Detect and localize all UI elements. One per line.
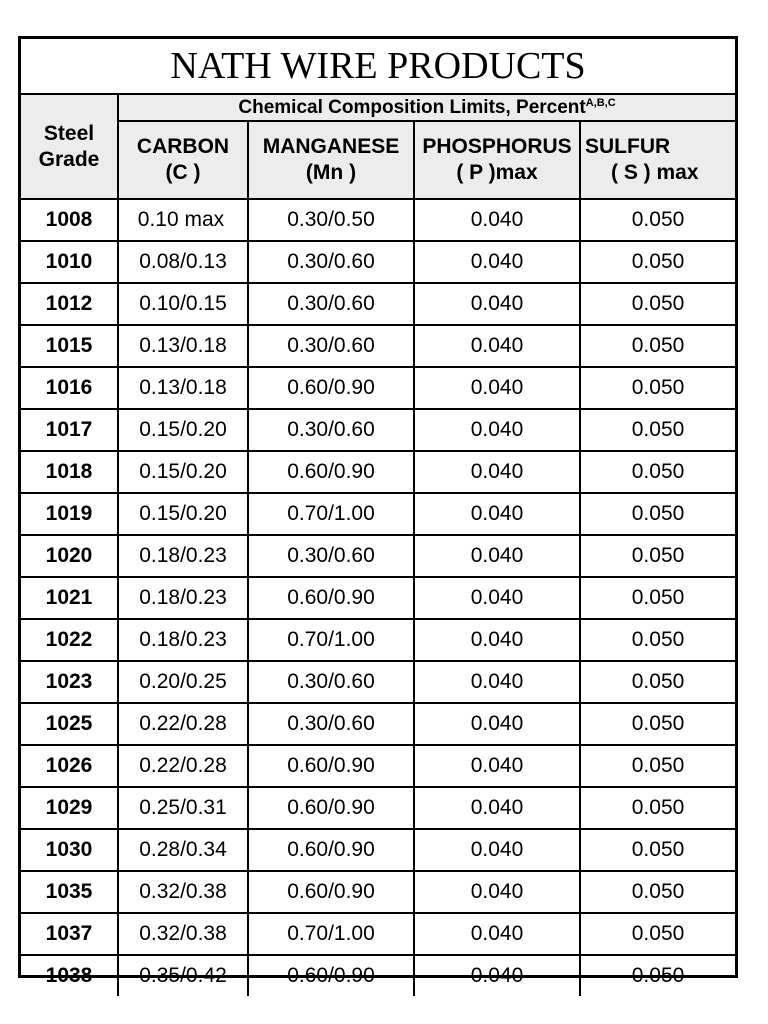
grade-cell: 1022	[21, 619, 118, 661]
carbon-cell: 0.10/0.15	[118, 283, 248, 325]
phosphorus-cell: 0.040	[414, 283, 580, 325]
phosphorus-cell: 0.040	[414, 199, 580, 241]
manganese-cell: 0.60/0.90	[248, 577, 414, 619]
table-row	[21, 703, 735, 745]
sulfur-cell: 0.050	[580, 577, 735, 619]
manganese-cell: 0.60/0.90	[248, 829, 414, 871]
sulfur-cell: 0.050	[580, 787, 735, 829]
composition-subheading	[118, 94, 735, 121]
table-row	[21, 283, 735, 325]
manganese-cell: 0.30/0.60	[248, 409, 414, 451]
table-row	[21, 745, 735, 787]
table-row	[21, 367, 735, 409]
grade-cell: 1021	[21, 577, 118, 619]
grade-cell: 1019	[21, 493, 118, 535]
phosphorus-cell: 0.040	[414, 703, 580, 745]
carbon-cell: 0.18/0.23	[118, 619, 248, 661]
manganese-cell: 0.70/1.00	[248, 619, 414, 661]
manganese-cell: 0.30/0.60	[248, 325, 414, 367]
grade-cell: 1025	[21, 703, 118, 745]
carbon-cell: 0.18/0.23	[118, 535, 248, 577]
manganese-cell: 0.70/1.00	[248, 493, 414, 535]
manganese-cell: 0.30/0.60	[248, 283, 414, 325]
table-row	[21, 913, 735, 955]
table-row	[21, 241, 735, 283]
phosphorus-cell: 0.040	[414, 367, 580, 409]
phosphorus-cell: 0.040	[414, 745, 580, 787]
table-row	[21, 409, 735, 451]
sulfur-cell: 0.050	[580, 619, 735, 661]
grade-cell: 1026	[21, 745, 118, 787]
sulfur-cell: 0.050	[580, 745, 735, 787]
manganese-cell: 0.60/0.90	[248, 955, 414, 996]
phosphorus-cell: 0.040	[414, 409, 580, 451]
table-row	[21, 199, 735, 241]
phosphorus-cell: 0.040	[414, 913, 580, 955]
table-row	[21, 493, 735, 535]
carbon-cell: 0.22/0.28	[118, 703, 248, 745]
grade-cell: 1017	[21, 409, 118, 451]
grade-cell: 1029	[21, 787, 118, 829]
carbon-cell: 0.08/0.13	[118, 241, 248, 283]
header-manganese-line1: MANGANESE	[262, 135, 400, 158]
phosphorus-cell: 0.040	[414, 535, 580, 577]
carbon-cell: 0.25/0.31	[118, 787, 248, 829]
table-row	[21, 577, 735, 619]
sulfur-cell: 0.050	[580, 325, 735, 367]
grade-cell: 1016	[21, 367, 118, 409]
grade-cell: 1015	[21, 325, 118, 367]
manganese-cell: 0.60/0.90	[248, 871, 414, 913]
carbon-cell: 0.18/0.23	[118, 577, 248, 619]
table-row	[21, 451, 735, 493]
header-sulfur-line2: ( S ) max	[611, 161, 699, 184]
header-phosphorus	[414, 121, 580, 199]
table-row	[21, 871, 735, 913]
grade-cell: 1030	[21, 829, 118, 871]
composition-table	[21, 39, 735, 996]
carbon-cell: 0.35/0.42	[118, 955, 248, 996]
carbon-cell: 0.32/0.38	[118, 871, 248, 913]
manganese-cell: 0.30/0.60	[248, 661, 414, 703]
grade-cell: 1037	[21, 913, 118, 955]
sulfur-cell: 0.050	[580, 703, 735, 745]
grade-cell: 1010	[21, 241, 118, 283]
phosphorus-cell: 0.040	[414, 325, 580, 367]
phosphorus-cell: 0.040	[414, 493, 580, 535]
sulfur-cell: 0.050	[580, 661, 735, 703]
header-steel-grade	[21, 94, 118, 199]
sulfur-cell: 0.050	[580, 451, 735, 493]
table-row	[21, 829, 735, 871]
grade-cell: 1012	[21, 283, 118, 325]
sulfur-cell: 0.050	[580, 367, 735, 409]
carbon-cell: 0.10 max	[118, 199, 248, 241]
table-title: NATH WIRE PRODUCTS	[21, 39, 735, 94]
manganese-cell: 0.30/0.60	[248, 703, 414, 745]
grade-cell: 1018	[21, 451, 118, 493]
phosphorus-cell: 0.040	[414, 451, 580, 493]
header-sulfur	[580, 121, 735, 199]
phosphorus-cell: 0.040	[414, 577, 580, 619]
carbon-cell: 0.22/0.28	[118, 745, 248, 787]
header-carbon-line1: CARBON	[136, 135, 230, 158]
sulfur-cell: 0.050	[580, 913, 735, 955]
grade-cell: 1023	[21, 661, 118, 703]
carbon-cell: 0.20/0.25	[118, 661, 248, 703]
header-manganese	[248, 121, 414, 199]
carbon-cell: 0.15/0.20	[118, 409, 248, 451]
grade-cell: 1038	[21, 955, 118, 996]
subheading-text: Chemical Composition Limits, Percent	[238, 96, 586, 118]
composition-sheet	[18, 36, 738, 987]
sulfur-cell: 0.050	[580, 199, 735, 241]
header-manganese-line2: (Mn )	[305, 161, 357, 184]
manganese-cell: 0.70/1.00	[248, 913, 414, 955]
header-carbon	[118, 121, 248, 199]
header-sulfur-line1: SULFUR	[585, 135, 671, 158]
carbon-cell: 0.15/0.20	[118, 451, 248, 493]
manganese-cell: 0.60/0.90	[248, 787, 414, 829]
manganese-cell: 0.30/0.50	[248, 199, 414, 241]
carbon-cell: 0.13/0.18	[118, 367, 248, 409]
header-phosphorus-line2: ( P )max	[456, 161, 538, 184]
table-row	[21, 619, 735, 661]
header-carbon-line2: (C )	[165, 161, 201, 184]
table-row	[21, 787, 735, 829]
manganese-cell: 0.30/0.60	[248, 241, 414, 283]
grade-cell: 1035	[21, 871, 118, 913]
header-phosphorus-line1: PHOSPHORUS	[422, 135, 572, 158]
table-row	[21, 325, 735, 367]
manganese-cell: 0.30/0.60	[248, 535, 414, 577]
table-row	[21, 955, 735, 996]
sulfur-cell: 0.050	[580, 871, 735, 913]
phosphorus-cell: 0.040	[414, 787, 580, 829]
header-steel-grade-line1: Steel	[43, 121, 95, 145]
sulfur-cell: 0.050	[580, 493, 735, 535]
subheading-footnote-marks: A,B,C	[585, 96, 616, 109]
carbon-cell: 0.13/0.18	[118, 325, 248, 367]
table-row	[21, 661, 735, 703]
carbon-cell: 0.28/0.34	[118, 829, 248, 871]
grade-cell: 1008	[21, 199, 118, 241]
sulfur-cell: 0.050	[580, 829, 735, 871]
sulfur-cell: 0.050	[580, 535, 735, 577]
sulfur-cell: 0.050	[580, 409, 735, 451]
phosphorus-cell: 0.040	[414, 619, 580, 661]
grade-cell: 1020	[21, 535, 118, 577]
phosphorus-cell: 0.040	[414, 829, 580, 871]
phosphorus-cell: 0.040	[414, 871, 580, 913]
carbon-cell: 0.15/0.20	[118, 493, 248, 535]
manganese-cell: 0.60/0.90	[248, 451, 414, 493]
header-steel-grade-line2: Grade	[38, 147, 100, 171]
carbon-cell: 0.32/0.38	[118, 913, 248, 955]
manganese-cell: 0.60/0.90	[248, 745, 414, 787]
sulfur-cell: 0.050	[580, 283, 735, 325]
phosphorus-cell: 0.040	[414, 241, 580, 283]
phosphorus-cell: 0.040	[414, 661, 580, 703]
phosphorus-cell: 0.040	[414, 955, 580, 996]
sulfur-cell: 0.050	[580, 241, 735, 283]
table-row	[21, 535, 735, 577]
sulfur-cell: 0.050	[580, 955, 735, 996]
manganese-cell: 0.60/0.90	[248, 367, 414, 409]
